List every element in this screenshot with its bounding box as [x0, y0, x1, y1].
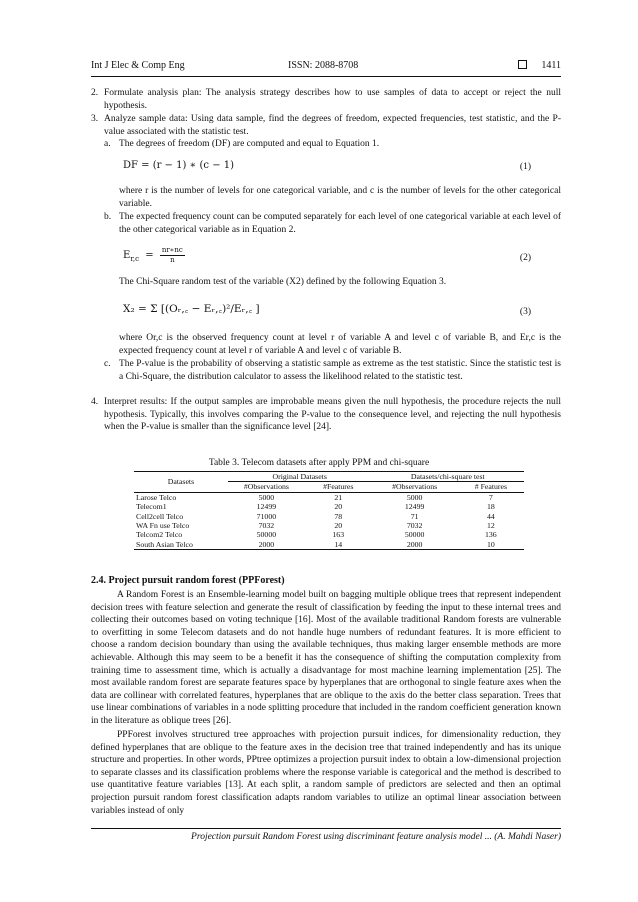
equation-2: [123, 246, 185, 270]
eq2-lhs: E: [123, 250, 131, 261]
section-heading: 2.4. Project pursuit random forest (PPForest): [91, 575, 285, 586]
equation-1: DF = (r − 1) ∗ (c − 1): [123, 160, 235, 171]
col-features: #Features: [305, 482, 372, 492]
issn: ISSN: 2088-8708: [288, 60, 359, 71]
table-row: [134, 492, 524, 502]
eq2-numerator: nr∗nc: [161, 246, 183, 254]
sub-label: a.: [104, 139, 111, 149]
cell: 71000: [256, 511, 277, 521]
cell: 7: [488, 492, 493, 502]
dataset-name: Larose Telco: [136, 492, 177, 502]
sub-item-b: The expected frequency count can be computed separately for each level of one categorical variable at each level of the other categorical variable as in Equation 2.: [119, 212, 561, 235]
list-number: 4.: [91, 397, 99, 407]
square-icon: [518, 60, 527, 69]
cell: 2000: [372, 540, 458, 550]
cell: 7032: [406, 521, 423, 531]
eq2-equals: =: [145, 250, 154, 261]
cell: 5000: [258, 492, 275, 502]
cell: 50000: [256, 530, 277, 540]
dataset-name: Telecom1: [136, 502, 167, 512]
cell: 44: [486, 511, 495, 521]
footer-rule: [91, 828, 561, 829]
chi-square-intro: The Chi-Square random test of the variable (X2) defined by the following Equation 3.: [119, 277, 447, 287]
equation-number: (2): [519, 253, 531, 263]
cell: 10: [458, 540, 524, 550]
cell: 5000: [406, 492, 423, 502]
section-paragraph-2: PPForest involves structured tree approaches with projection pursuit indices, for dimensionality reduction, they defined hyperplanes that are oblique to the feature axes in the decision tree that trained independently and has its unique structure and properties. In other words, PPtree optimizes a projection pursuit index to obtain a low-dimensional projection to separate classes and its classification problems where the response variable is categorical and the method is described to use quantitative feature variables [13]. At each split, a random sample of predictors are selected and then an optimal projection pursuit random forest classification adapts random variables to utilize an optimal linear association between variables instead of only: [91, 730, 561, 816]
sub-item-b-explanation: where Or,c is the observed frequency count at level r of variable A and level c of variable B, and Er,c is the expected frequency count at level r of variable A and level c of variable B.: [119, 333, 561, 356]
table-row: [134, 512, 524, 521]
cell: 12499: [404, 502, 425, 512]
table-row: [134, 530, 524, 539]
list-item-3: Analyze sample data: Using data sample, find the degrees of freedom, expected frequencies, test statistic, and the P-value associated with the statistic test.: [104, 114, 561, 137]
cell: 18: [486, 502, 495, 512]
sub-item-a-explanation: where r is the number of levels for one categorical variable, and c is the number of levels for the other categorical variable.: [119, 186, 561, 209]
list-item-4: Interpret results: If the output samples are improbable means given the null hypothesis, the procedure rejects the null hypothesis. Typically, this involves comparing the P-value to the consequence level, and rejecting the null hypothesis when the P-value is smaller than the significance level [24].: [104, 397, 561, 433]
section-paragraph-1: A Random Forest is an Ensemble-learning model built on bagging multiple oblique trees that represent independent decision trees with feature selection and generate the result of classification by feeding the input to these internal trees and collecting their outcomes based on voting technique [16]. Most of the available traditional Random forests are vulnerable to overfitting in some Telecom datasets and do not handle huge numbers of redundant features. It is more efficient to choose a random decision boundary than using the available techniques, thus making larger ensemble methods are more achievable. Although this may seem to be a benefit it has the consequence of shifting the computation complexity from training time to assessment time, which is actually a disadvantage for most machine learning implementation [25]. The most available random forest are separate features space by hyperplanes that are orthogonal to single feature axes when the data are collinear with correlated features, hyperplanes that are oblique to the axis do the better class separation. Trees that use linear combinations of variables in a node splitting procedure that included in the random coefficient generation known in the literature as oblique trees [26].: [91, 590, 561, 726]
cell: 78: [334, 511, 343, 521]
equation-3: X₂ = Σ [(Oᵣ,꜀ − Eᵣ,꜀)²/Eᵣ,꜀ ]: [123, 303, 260, 315]
equation-number: (3): [519, 307, 531, 317]
sub-label: c.: [104, 359, 111, 369]
sub-item-c: The P-value is the probability of observing a statistic sample as extreme as the test statistic. Since the statistic test is a Chi-Square, the distribution calculator to assess the likelihood related to the statistic test.: [119, 359, 561, 382]
page-number: 1411: [541, 60, 561, 71]
table-row: [134, 502, 524, 511]
table-row: [134, 521, 524, 530]
datasets-table: [134, 471, 524, 550]
cell: 2000: [228, 540, 305, 550]
eq2-denominator: n: [170, 256, 175, 264]
dataset-name: WA Fn use Telco: [136, 521, 190, 531]
list-item-2: Formulate analysis plan: The analysis strategy describes how to use samples of data to accept or reject the null hypothesis.: [104, 88, 561, 111]
cell: 12499: [256, 502, 277, 512]
journal-name: Int J Elec & Comp Eng: [91, 60, 185, 71]
col-observations-chi: #Observations: [372, 482, 458, 492]
dataset-name: Telcom2 Telco: [136, 530, 183, 540]
table-caption: Table 3. Telecom datasets after apply PPM and chi-square: [208, 458, 430, 468]
cell: 20: [334, 521, 343, 531]
header-rule: [91, 76, 561, 77]
cell: 7032: [258, 521, 275, 531]
cell: 50000: [404, 530, 425, 540]
eq2-fraction: [160, 246, 185, 265]
cell: 14: [305, 540, 372, 550]
sub-label: b.: [104, 212, 112, 222]
dataset-name: South Asian Telco: [134, 540, 228, 550]
group-chi-square: Datasets/chi-square test: [372, 472, 524, 482]
cell: 163: [332, 530, 345, 540]
eq2-sub: r,c: [130, 255, 140, 263]
running-footer: Projection pursuit Random Forest using discriminant feature analysis model ... (A. Mahdi Naser): [191, 832, 561, 842]
dataset-name: Cell2cell Telco: [136, 511, 184, 521]
sub-item-a: The degrees of freedom (DF) are computed and equal to Equation 1.: [119, 139, 380, 149]
page-number-block: [518, 60, 561, 71]
col-observations: #Observations: [228, 482, 305, 492]
col-features-chi: # Features: [458, 482, 524, 492]
list-number: 2.: [91, 88, 99, 98]
cell: 71: [410, 511, 419, 521]
cell: 136: [485, 530, 497, 540]
cell: 12: [486, 521, 495, 531]
list-number: 3.: [91, 114, 99, 124]
equation-number: (1): [519, 162, 531, 172]
group-original: Original Datasets: [228, 472, 372, 482]
cell: 21: [334, 492, 343, 502]
table-row: [134, 540, 524, 550]
cell: 20: [334, 502, 343, 512]
running-header: [91, 60, 561, 74]
col-datasets: Datasets: [134, 472, 228, 493]
